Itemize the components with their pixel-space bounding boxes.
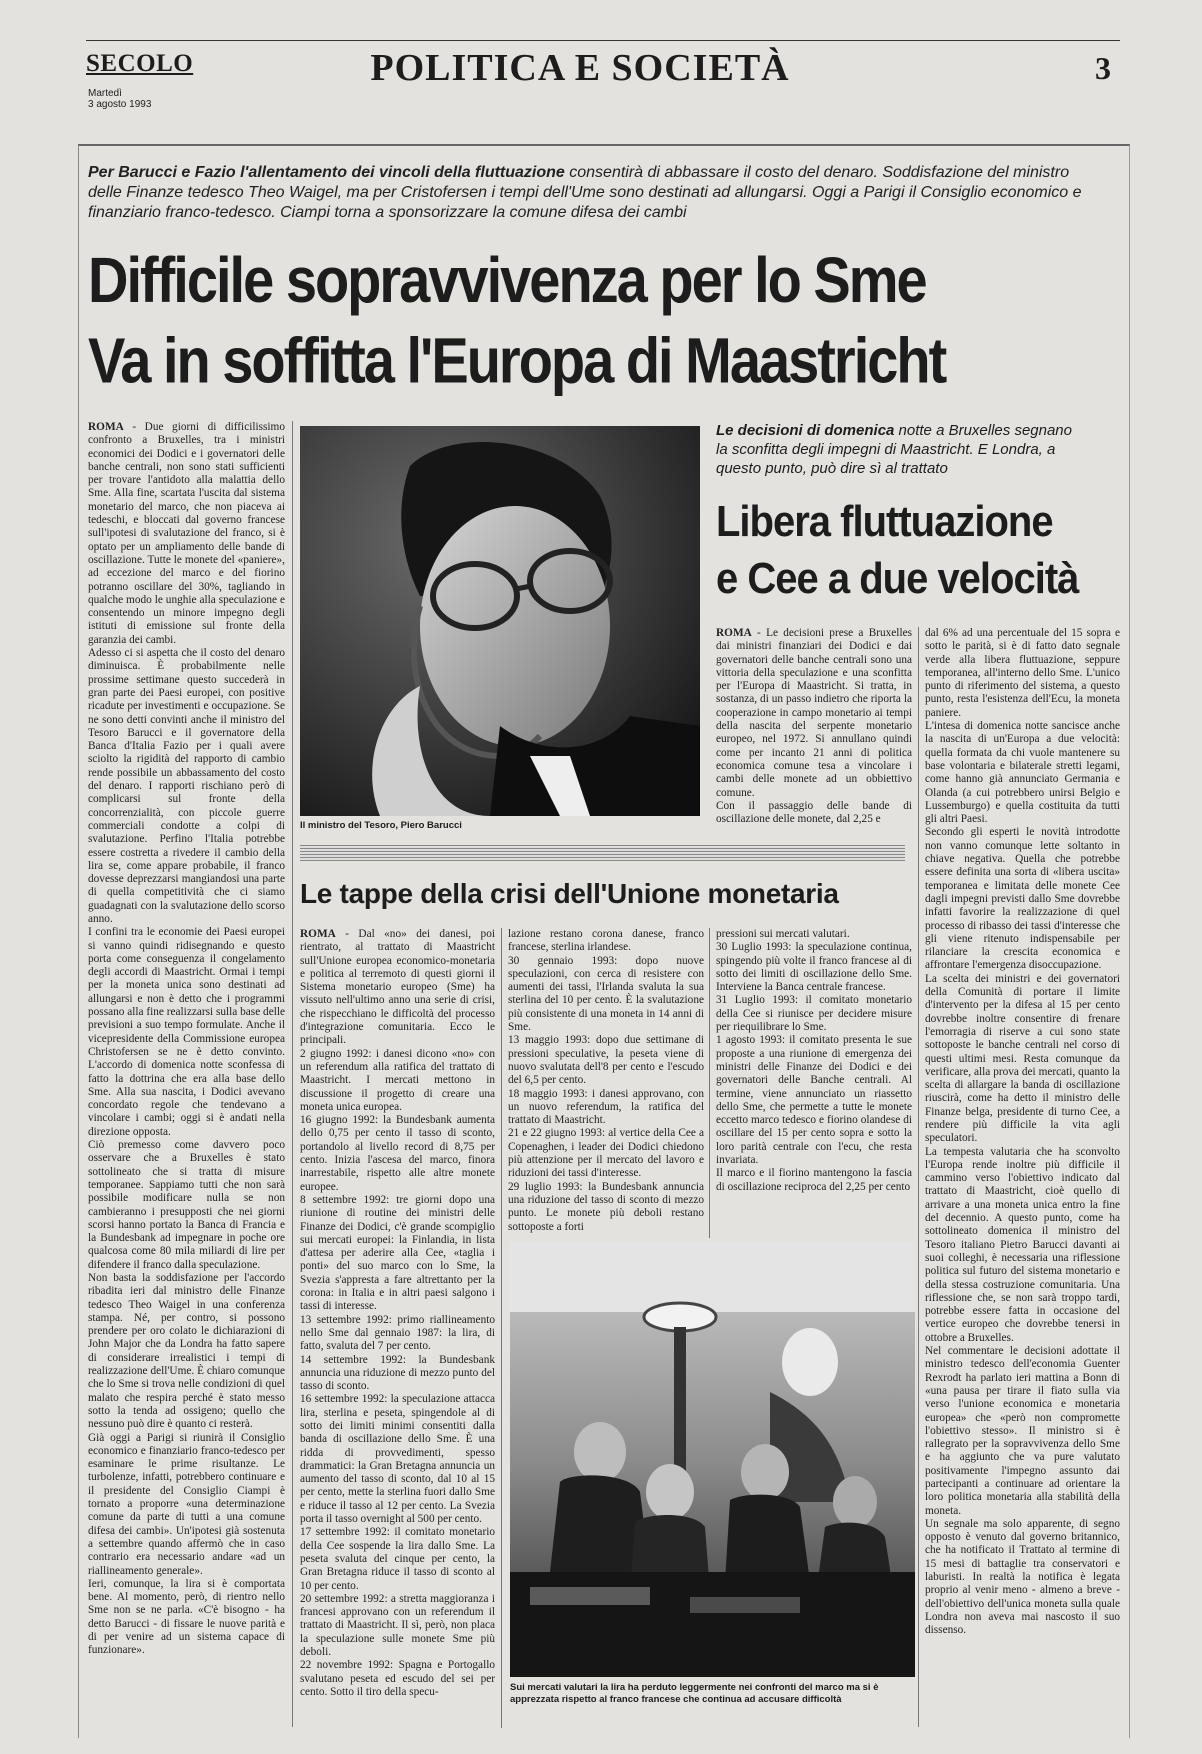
main-headline xyxy=(88,240,1108,401)
timeline-column-1 xyxy=(300,928,495,1728)
portrait-caption: Il ministro del Tesoro, Piero Barucci xyxy=(300,820,462,831)
masthead: SECOLO xyxy=(86,50,194,77)
column-rule xyxy=(501,928,502,1728)
side-body-a: - Le decisioni prese a Bruxelles dai ministri finanziari dei Dodici e dai governatori delle banche centrali sono una vittoria della speculazione e una sconfitta per l'Europa di Maastricht. Si tratta, in sostanza, di un passo indietro che riporta la cooperazione in campo monetario ai tempi della nascita del serpente monetario europeo, nel 1972. Si annullano quindi come per incanto 21 anni di politica economica comune tesa a vincolare i cambi delle monete ad un obbiettivo comune. Con il passaggio delle bande di oscillazione delle monete, dal 2,25 e xyxy=(716,627,912,826)
headline-line-1: Difficile sopravvivenza per lo Sme xyxy=(88,243,926,316)
portrait-illustration xyxy=(300,426,700,816)
side-headline-line-1: Libera fluttuazione xyxy=(716,497,1053,546)
deck-text: consentirà di abbassare il costo del denaro. Soddisfazione del ministro delle Finanze tedesco Theo Waigel, ma per Cristofersen i tempi dell'Ume sono destinati ad allungarsi. Oggi a Parigi il Consiglio economico e finanziario franco-tedesco. Ciampi torna a sponsorizzare la comune difesa dei cambi xyxy=(88,164,1082,221)
weekday: Martedì xyxy=(88,88,122,99)
side-article-column-2 xyxy=(925,627,1120,1727)
headline-line-2: Va in soffitta l'Europa di Maastricht xyxy=(88,323,946,397)
top-rule xyxy=(86,40,1120,41)
column-rule xyxy=(918,627,919,1727)
date: 3 agosto 1993 xyxy=(88,99,152,110)
main-dateline: ROMA xyxy=(88,421,124,433)
trading-floor-photo xyxy=(510,1242,915,1677)
portrait-photo xyxy=(300,426,700,816)
section-divider-band xyxy=(300,845,905,861)
timeline-column-3 xyxy=(716,928,912,1238)
timeline-body-c: pressioni sui mercati valutari. 30 Luglio 1993: la speculazione continua, spingendo più volte il franco francese al di sotto dei limiti di oscillazione dello Sme. Interviene la Banca centrale francese. 31 Luglio 1993: il comitato monetario della Cee si riunisce per decidere misure per riequilibrare lo Sme. 1 agosto 1993: il comitato presenta le sue proposte a una riunione di emergenza dei ministri delle Finanze dei Dodici e dei governatori delle Banche centrali. Al termine, viene annunciato un riassetto dello Sme, che permette a tutte le monete eccetto marco tedesco e fiorino olandese di oscillare del 15 per cento sopra e sotto la loro parità centrale con l'ecu, che resta invariata. Il marco e il fiorino mantengono la fascia di oscillazione reciproca del 2,25 per cento xyxy=(716,928,912,1193)
main-body-text: - Due giorni di difficilissimo confronto a Bruxelles, tra i ministri economici dei Dodici e i governatori delle banche centrali, non sono stati sufficienti per trovare l'antidoto alla malattia dello Sme. Alla fine, scartata l'uscita dal sistema monetario del marco, che non piaceva ai tedeschi, e bloccati dal governo francese sull'ipotesi di svalutazione del franco, si è optato per un ampliamento delle bande di oscillazione. Tutte le monete del «paniere», ad eccezione del marco e del fiorino potranno oscillare del 30%, tagliando in qualche modo le unghie alla speculazione e consentendo un minore impegno degli istituti di emissione sul fronte della garanzia dei cambi. Adesso ci si aspetta che il costo del denaro diminuisca. È probabilmente nelle prossime settimane questo succederà in gran parte dei Paesi europei, con positive ricadute per investimenti e occupazione. Se ne sono detti convinti anche il ministro del Tesoro Barucci e il governatore della Banca d'Italia Fazio per i quali avere sciolto la rigidità del rapporto di cambio rende possibile un abbassamento del costo del denaro. I rapporti rischiano però di complicarsi sul fronte della concorrenzialità, con piccole guerre commerciali condotte a colpi di svalutazione. Perfino l'Italia potrebbe essere costretta a rivedere il cambio della lira se, come appare probabile, il franco dovesse deprezzarsi mangiandosi una parte di quella competitività che ci siamo guadagnati con la svalutazione dello scorso anno. I confini tra le economie dei Paesi europei si vanno quindi ridisegnando e questo porta come conseguenza il congelamento degli accordi di Maastricht. Ormai i tempi per la moneta unica sono destinati ad allungarsi e non è detto che i programmi possano alla fine realizzarsi sulla base delle previsioni a suo tempo formulate. Anche il vicepresidente della Commissione europea Christofersen se ne è detto convinto. L'accordo di domenica notte sconfessa di fatto la dottrina che era alla base dello Sme. Alla sua nascita, i Dodici avevano concordato regole che tendevano a vincolare i cambi; oggi si è andati nella direzione opposta. Ciò premesso come davvero poco osservare che a Bruxelles è stato sottolineato che si tratta di misure temporanee. Sappiamo tutti che non sarà possibile modificare nulla se non cambieranno i presupposti che nei giorni scorsi hanno portato la Banca di Francia e la Bundesbank ad impegnare in poche ore qualcosa come 80 mila miliardi di lire per difendere il franco dalla speculazione. Non basta la soddisfazione per l'accordo ribadita ieri dal ministro delle Finanze tedesco Theo Waigel in una conferenza stampa. Né, per contro, si possono prendere per oro colato le dichiarazioni di John Major che da Londra ha fatto sapere di considerare irrealistici i tempi di realizzazione dell'Ume. È chiaro comunque che lo Sme si trova nelle condizioni di quel malato che respira perché è stato messo sotto la tenda ad ossigeno; quello che nessuno può dire è quanto ci resterà. Già oggi a Parigi si riunirà il Consiglio economico e finanziario franco-tedesco per esaminare le prime risultanze. Le turbolenze, infatti, potrebbero continuare e il presidente del Consiglio Ciampi è tornato a proporre «una determinazione comune da parte di tutti a una comune difesa dei cambi». Un'ipotesi già sostenuta a settembre quando affermò che in caso contrario era necessario andare «ad un riallineamento generale». Ieri, comunque, la lira si è comportata bene. Al momento, però, di rientro nello Sme non se ne parla. «C'è bisogno - ha detto Barucci - di fissare le nuove parità e di per venire ad un sistema capace di funzionare». xyxy=(88,421,285,1657)
timeline-body-b: lazione restano corona danese, franco francese, sterlina irlandese. 30 gennaio 1993: dopo nuove speculazioni, con cerca di resistere con aumenti dei tassi, l'Irlanda svaluta la sua sterlina del 10 per cento. È la svalutazione più consistente di una moneta in 14 anni di Sme. 13 maggio 1993: dopo due settimane di pressioni speculative, la peseta viene di nuovo svalutata dell'8 per cento e l'escudo del 6,5 per cento. 18 maggio 1993: i danesi approvano, con un nuovo referendum, la ratifica del trattato di Maastricht. 21 e 22 giugno 1993: al vertice della Cee a Copenaghen, i leader dei Dodici chiedono più attenzione per il mercato del lavoro e riduzioni dei tassi d'interesse. 29 luglio 1993: la Bundesbank annuncia una riduzione del tasso di sconto di mezzo punto. Le monete più deboli restano sottoposte a forti xyxy=(508,928,704,1233)
page-number: 3 xyxy=(1095,50,1111,86)
side-article-column-1 xyxy=(716,627,912,837)
column-rule xyxy=(709,928,710,1238)
timeline-headline: Le tappe della crisi dell'Unione monetaria xyxy=(300,878,839,909)
main-article-column xyxy=(88,421,285,1727)
timeline-column-2 xyxy=(508,928,704,1238)
side-intro-lead: Le decisioni di domenica xyxy=(716,422,895,439)
trading-floor-illustration xyxy=(510,1242,915,1677)
section-title: POLITICA E SOCIETÀ xyxy=(370,47,790,89)
trading-floor-caption: Sui mercati valutari la lira ha perduto leggermente nei confronti del marco ma si è apprezzata rispetto al franco francese che continua ad accusare difficoltà xyxy=(510,1682,879,1705)
main-deck xyxy=(88,163,1088,223)
side-body-b: dal 6% ad una percentuale del 15 sopra e sotto le parità, si è di fatto dato segnale verde alla libera fluttuazione, seppure temporanea, all'interno dello Sme. L'unico punto di riferimento del sistema, a questo punto, resta l'esistenza dell'Ecu, la moneta paniere. L'intesa di domenica notte sancisce anche la nascita di un'Europa a due velocità: quella formata da chi vuole mantenere su base volontaria e bilaterale stretti legami, come hanno già annunciato Germania e Olanda (a cui potrebbero unirsi Belgio e Lussemburgo) e quella costituita da tutti gli altri Paesi. Secondo gli esperti le novità introdotte non vanno comunque lette soltanto in chiave negativa. Quella che potrebbe essere definita una sorta di «libera uscita» temporanea e limitata delle monete Cee dagli impegni previsti dallo Sme dovrebbe infatti favorire la realizzazione di quel processo di ribasso dei tassi d'interesse che gli viene ritenuto indispensabile per rilanciare la crescita economica e affrontare l'emergenza disoccupazione. La scelta dei ministri e dei governatori della Comunità di portare il limite d'intervento per la difesa al 15 per cento dovrebbe inoltre consentire di frenare l'emorragia di riserve a cui sono state sottoposte le banche centrali nel corso di questi ultimi mesi. Resta comunque da verificare, alla prova dei mercati, quanto la scelta di allargare la banda di oscillazione riuscirà, come ha detto il ministro delle Finanze belga, presidente di turno Cee, a rendere più difficile la vita agli speculatori. La tempesta valutaria che ha sconvolto l'Europa rende inoltre più difficile il cammino verso l'obiettivo indicato dal trattato di Maastricht, cioè quello di arrivare a una moneta unica entro la fine del decennio. A questo punto, come ha sottolineato domenica il ministro del Tesoro italiano Pietro Barucci davanti ai suoi colleghi, è necessaria una riflessione politica sul futuro del sistema monetario e della stessa costruzione comunitaria. Una riflessione che, se non sarà troppo tardi, potrebbe essere fatta in occasione del vertice europeo che dovrebbe tenersi in ottobre a Bruxelles. Nel commentare le decisioni adottate il ministro tedesco dell'economia Guenter Rexrodt ha parlato ieri mattina a Bonn di «una pausa per tirare il fiato sulla via verso l'unione economica e monetaria europea» che «però non compromette l'obiettivo stesso». Il ministro si è rallegrato per la sopravvivenza dello Sme e ha aggiunto che va pure valutato positivamente l'impegno assunto dai partecipanti a continuare ad orientare la loro politica monetaria alla stabilità della moneta. Un segnale ma solo apparente, di segno opposto è venuto dal governo britannico, che ha notificato il Trattato al termine di 15 mesi di battaglie tra conservatori e laburisti. In realtà la notifica è legata proprio al venir meno - almeno a breve - dell'obiettivo dell'unica moneta sulla quale Londra non aveva mai nascosto il suo dissenso. xyxy=(925,627,1120,1637)
timeline-body-a: - Dal «no» dei danesi, poi rientrato, al trattato di Maastricht sull'Unione europea economico-monetaria e politica al terremoto di questi giorni il Sistema monetario europeo (Sme) ha vissuto nell'ultimo anno una serie di crisi, che rispecchiano le difficoltà del processo d'integrazione comunitaria. Ecco le principali. 2 giugno 1992: i danesi dicono «no» con un referendum alla ratifica del trattato di Maastricht. I mercati mettono in discussione il progetto di creare una moneta unica europea. 16 giugno 1992: la Bundesbank aumenta dello 0,75 per cento il tasso di sconto, portandolo al livello record di 8,75 per cento. Inizia l'ascesa del marco, finora inarrestabile, rispetto alle altre monete europee. 8 settembre 1992: tre giorni dopo una riunione di routine dei ministri delle Finanze dei Dodici, c'è grande scompiglio sui mercati europei: la Finlandia, in lista d'attesa per aderire alla Cee, «taglia i ponti» del suo marco con lo Sme, la Svezia s'appresta a fare altrettanto per la corona: in Italia e in altri paesi salgono i tassi di interesse. 13 settembre 1992: primo riallineamento nello Sme dal gennaio 1987: la lira, di fatto, svaluta del 7 per cento. 14 settembre 1992: la Bundesbank annuncia una riduzione di mezzo punto del tasso di sconto. 16 settembre 1992: la speculazione attacca lira, sterlina e peseta, spingendole al di sotto dei limiti minimi consentiti dalla banda di oscillazione dello Sme. È una ridda di provvedimenti, spesso drammatici: la Gran Bretagna annuncia un aumento del tasso di sconto, dal 10 al 15 per cento, mette la sterlina fuori dallo Sme e riduce il tasso al 12 per cento. La Svezia porta il tasso overnight al 500 per cento. 17 settembre 1992: il comitato monetario della Cee sospende la lira dallo Sme. La peseta svaluta del cinque per cento, la Gran Bretagna riduce il tasso di sconto al 10 per cento. 20 settembre 1992: a stretta maggioranza i francesi approvano con un referendum il trattato di Maastricht. Il sì, però, non placa la speculazione sulle monete Sme più deboli. 22 novembre 1992: Spagna e Portogallo svalutano peseta ed escudo del sei per cento. Sotto il tiro della specu- xyxy=(300,928,495,1698)
side-intro xyxy=(716,421,1086,478)
timeline-dateline: ROMA xyxy=(300,928,336,940)
deck-lead: Per Barucci e Fazio l'allentamento dei vincoli della fluttuazione xyxy=(88,164,565,181)
side-dateline: ROMA xyxy=(716,627,752,639)
side-intro-text: notte a Bruxelles segnano la sconfitta degli impegni di Maastricht. E Londra, a questo punto, può dire sì al trattato xyxy=(716,422,1072,477)
issue-date xyxy=(88,88,151,110)
side-headline xyxy=(716,493,1126,607)
column-rule xyxy=(292,421,293,1727)
side-headline-line-2: e Cee a due velocità xyxy=(716,554,1079,603)
